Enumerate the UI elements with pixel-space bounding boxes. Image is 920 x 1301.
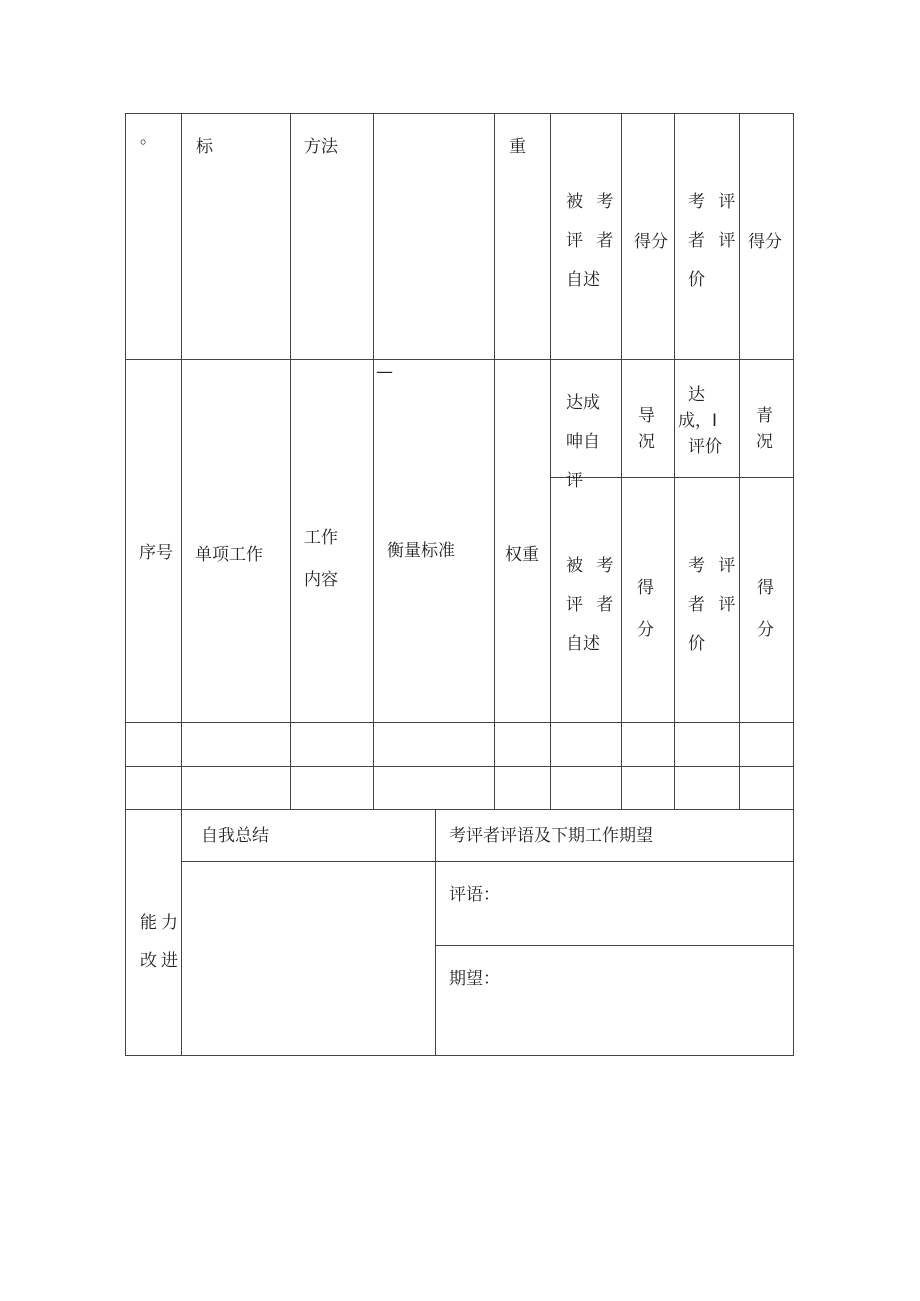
capability-improvement-label: 能力 改进 [140,913,182,971]
table-border-right [793,113,794,1056]
standard-header: 衡量标准 [387,541,455,561]
reviewer-evaluation-header: 考 评 者 评 价 [688,556,740,654]
reviewer-comments-title: 考评者评语及下期工作期望 [449,826,653,846]
score-header: 得分 [634,232,668,252]
col-divider [494,113,495,810]
row-divider [125,722,794,723]
row-divider [125,359,794,360]
self-description-header: 被 考 评 者 自述 [566,556,618,654]
score-header: 得 分 [637,578,654,640]
weight-header: 权重 [505,545,539,565]
sequence-header: 序号 [139,543,173,563]
self-summary-title: 自我总结 [201,826,269,846]
col-divider [621,113,622,810]
index-header: 标 [196,137,213,157]
col-divider [373,113,374,810]
status-column: 导 况 [638,406,655,452]
single-item-header: 单项工作 [195,545,263,565]
status-column: 青 况 [756,406,773,452]
self-description-header: 被 考 评 者 自述 [566,192,618,290]
table-border-bottom [125,1055,794,1056]
score-header: 得 分 [757,578,774,640]
row-divider [181,861,794,862]
work-content-header: 工作 内容 [304,528,338,590]
weight-header: 重 [509,137,526,157]
no-mark: 。 [140,128,157,148]
dash-mark: — [376,362,393,382]
method-header: 方法 [304,137,338,157]
row-divider [125,766,794,767]
col-divider [290,113,291,810]
row-divider [125,809,794,810]
table-border-left [125,113,126,1056]
achievement-self-review: 达成 呻自 评 [566,393,600,491]
col-divider [674,113,675,810]
score-header: 得分 [748,232,782,252]
expectation-label: 期望： [449,969,500,989]
col-divider [435,809,436,1056]
achievement-evaluation: 达 成，I 评价 [678,385,722,457]
col-divider [550,113,551,810]
table-border-top [125,113,794,114]
row-divider [435,945,794,946]
reviewer-evaluation-header: 考 评 者 评 价 [688,192,740,290]
comment-label: 评语： [449,885,500,905]
